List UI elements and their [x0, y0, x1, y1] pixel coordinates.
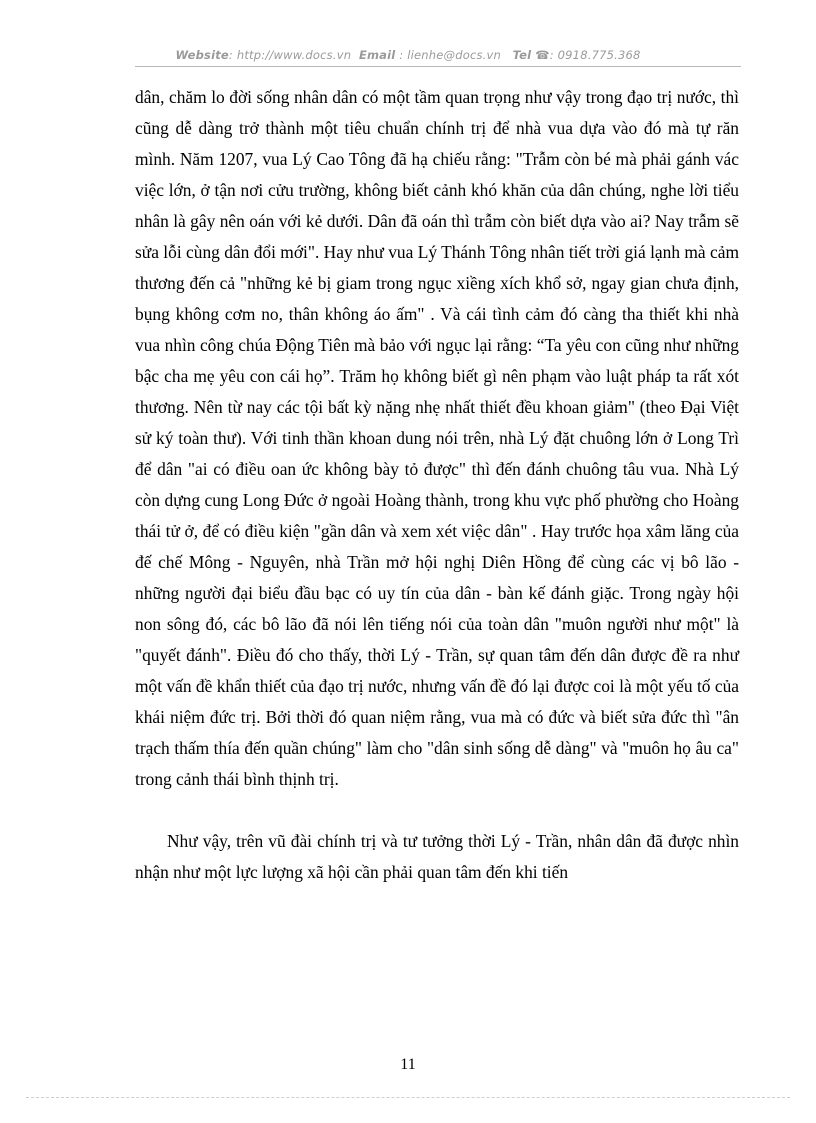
tel-value: : 0918.775.368 [549, 48, 641, 62]
footer-divider [26, 1097, 790, 1098]
email-label: Email [358, 48, 396, 62]
page-header [0, 48, 816, 62]
document-body [135, 82, 739, 888]
paragraph-2: Như vậy, trên vũ đài chính trị và tư tưởng thời Lý - Trần, nhân dân đã được nhìn nhận như một lực lượng xã hội cần phải quan tâm đến khi tiến [135, 831, 739, 882]
header-divider [135, 66, 741, 67]
page-number: 11 [400, 1056, 416, 1073]
paragraph-1: dân, chăm lo đời sống nhân dân có một tầm quan trọng như vậy trong đạo trị nước, thì cũng dễ dàng trở thành một tiêu chuẩn chính trị để nhà vua dựa vào đó mà tự răn mình. Năm 1207, vua Lý Cao Tông đã hạ chiếu rằng: "Trẫm còn bé mà phải gánh vác việc lớn, ở tận nơi cửu trường, không biết cảnh khó khăn của dân chúng, nghe lời tiểu nhân là gây nên oán với kẻ dưới. Dân đã oán thì trẫm còn biết dựa vào ai? Nay trẫm sẽ sửa lỗi cùng dân đổi mới". Hay như vua Lý Thánh Tông nhân tiết trời giá lạnh mà cảm thương đến cả "những kẻ bị giam trong ngục xiềng xích khổ sở, ngay gian chưa định, bụng không cơm no, thân không áo ấm" . Và cái tình cảm đó càng tha thiết khi nhà vua nhìn công chúa Động Tiên mà bảo với ngục lại rằng: “Ta yêu con cũng như những bậc cha mẹ yêu con cái họ”. Trăm họ không biết gì nên phạm vào luật pháp ta rất xót thương. Nên từ nay các tội bất kỳ nặng nhẹ nhất thiết đều khoan giảm" (theo Đại Việt sử ký toàn thư). Với tinh thần khoan dung nói trên, nhà Lý đặt chuông lớn ở Long Trì để dân "ai có điều oan ức không bày tỏ được" thì đến đánh chuông tâu vua. Nhà Lý còn dựng cung Long Đức ở ngoài Hoàng thành, trong khu vực phố phường cho Hoàng thái tử ở, để có điều kiện "gần dân và xem xét việc dân" . Hay trước họa xâm lăng của đế chế Mông - Nguyên, nhà Trần mở hội nghị Diên Hồng để cùng các vị bô lão - những người đại biểu đầu bạc có uy tín của dân - bàn kế đánh giặc. Trong ngày hội non sông đó, các bô lão đã nói lên tiếng nói của toàn dân "muôn người như một" là "quyết đánh". Điều đó cho thấy, thời Lý - Trần, sự quan tâm đến dân được đề ra như một vấn đề khẩn thiết của đạo trị nước, nhưng vấn đề đó lại được coi là một yếu tố của khái niệm đức trị. Bởi thời đó quan niệm rằng, vua mà có đức và biết sửa đức thì "ân trạch thấm thía đến quần chúng" làm cho "dân sinh sống dễ dàng" và "muôn họ âu ca" trong cảnh thái bình thịnh trị. [135, 87, 739, 789]
website-label: Website [175, 48, 229, 62]
tel-label: Tel [512, 48, 532, 62]
email-value: : lienhe@docs.vn [399, 48, 502, 62]
phone-icon: ☎ [535, 48, 550, 62]
website-value: : http://www.docs.vn [228, 48, 352, 62]
